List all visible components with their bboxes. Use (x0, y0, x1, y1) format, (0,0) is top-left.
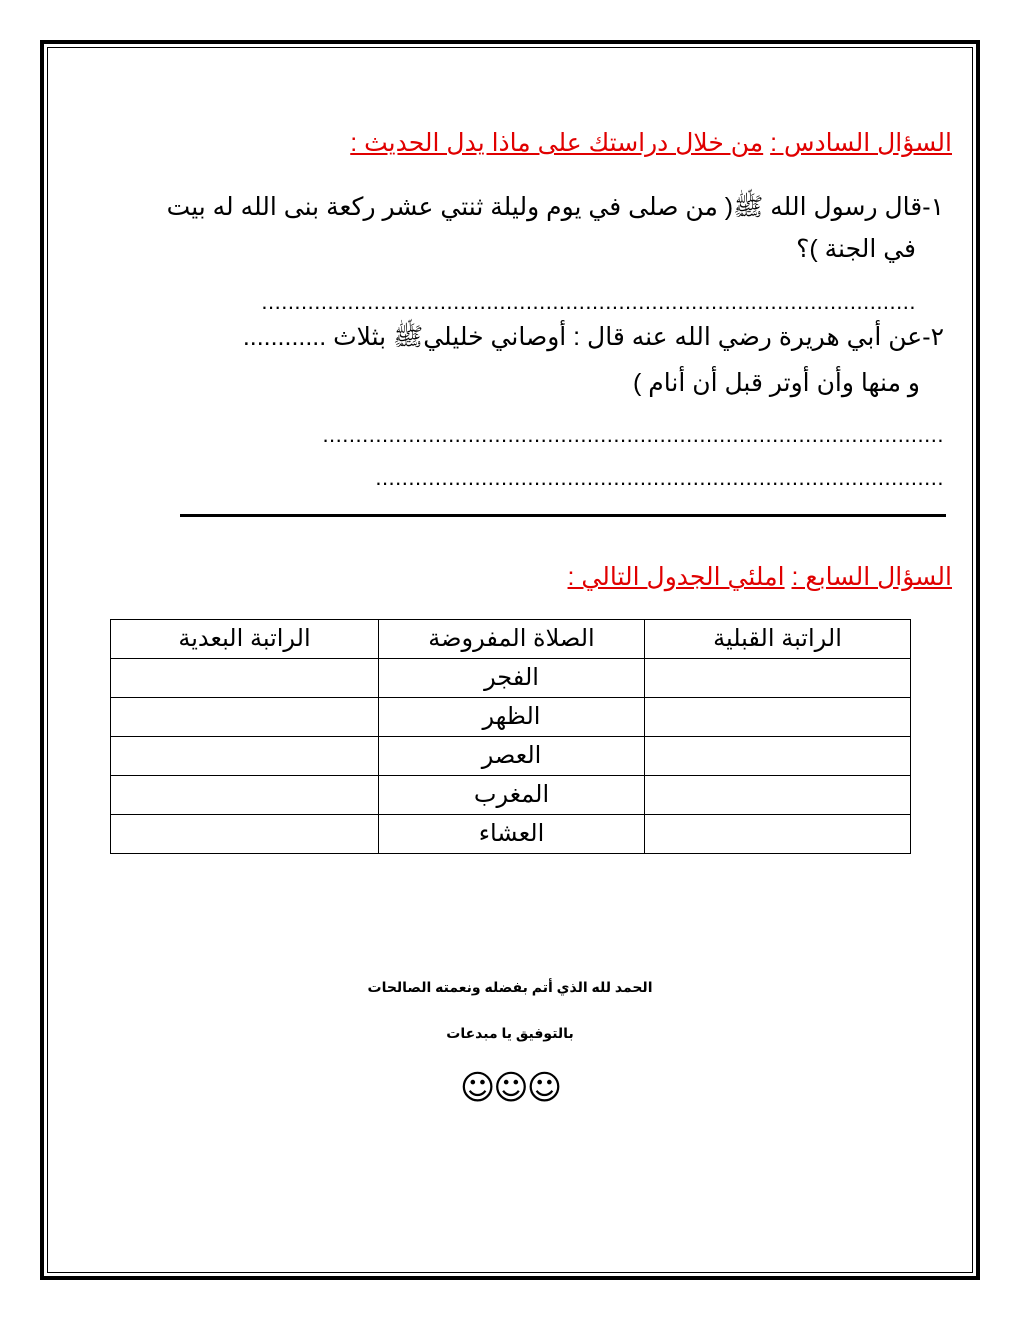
header-pre-sunnah: الراتبة القبلية (645, 620, 911, 659)
answer-line-1[interactable]: ................................................................................................... (261, 290, 916, 314)
question-7-label: السؤال السابع : (791, 563, 952, 591)
smiley-icons: ☺☺☺ (459, 1068, 561, 1108)
hadith-1-line-1: ١-قال رسول الله ﷺ( من صلى في يوم وليلة ثنتي عشر ركعة بنى الله له بيت (166, 193, 944, 221)
answer-line-2[interactable]: .............................................................................................. (322, 423, 944, 447)
separator-line (180, 514, 946, 517)
question-7-heading (568, 562, 952, 592)
post-sunnah-cell[interactable] (111, 698, 379, 737)
post-sunnah-cell[interactable] (111, 737, 379, 776)
answer-line-3[interactable]: ...................................................................................... (375, 466, 944, 490)
rawatib-table (110, 619, 911, 854)
prayer-name-cell: الفجر (379, 659, 645, 698)
table-row (111, 698, 911, 737)
closing-praise: الحمد لله الذي أتم بفضله ونعمته الصالحات (367, 979, 653, 995)
pre-sunnah-cell[interactable] (645, 737, 911, 776)
post-sunnah-cell[interactable] (111, 815, 379, 854)
table-row (111, 815, 911, 854)
closing-wish: بالتوفيق يا مبدعات (446, 1025, 574, 1041)
prayer-name-cell: الظهر (379, 698, 645, 737)
header-post-sunnah: الراتبة البعدية (111, 620, 379, 659)
table-header-row (111, 620, 911, 659)
pre-sunnah-cell[interactable] (645, 815, 911, 854)
table-row (111, 737, 911, 776)
pre-sunnah-cell[interactable] (645, 776, 911, 815)
question-6-heading (350, 128, 952, 158)
question-6-prompt: من خلال دراستك على ماذا يدل الحديث : (350, 129, 764, 157)
question-6-label: السؤال السادس : (770, 129, 952, 157)
table-row (111, 659, 911, 698)
pre-sunnah-cell[interactable] (645, 698, 911, 737)
prayer-name-cell: العصر (379, 737, 645, 776)
question-7-prompt: املئي الجدول التالي : (567, 563, 785, 591)
header-obligatory-prayer: الصلاة المفروضة (379, 620, 645, 659)
post-sunnah-cell[interactable] (111, 776, 379, 815)
table-row (111, 776, 911, 815)
hadith-1-line-2: في الجنة )؟ (796, 235, 916, 263)
pre-sunnah-cell[interactable] (645, 659, 911, 698)
hadith-2-line-1: ٢-عن أبي هريرة رضي الله عنه قال : أوصاني خليليﷺ بثلاث ............ (242, 323, 944, 351)
post-sunnah-cell[interactable] (111, 659, 379, 698)
hadith-2-line-2: و منها وأن أوتر قبل أن أنام ) (633, 369, 920, 397)
prayer-name-cell: المغرب (379, 776, 645, 815)
prayer-name-cell: العشاء (379, 815, 645, 854)
